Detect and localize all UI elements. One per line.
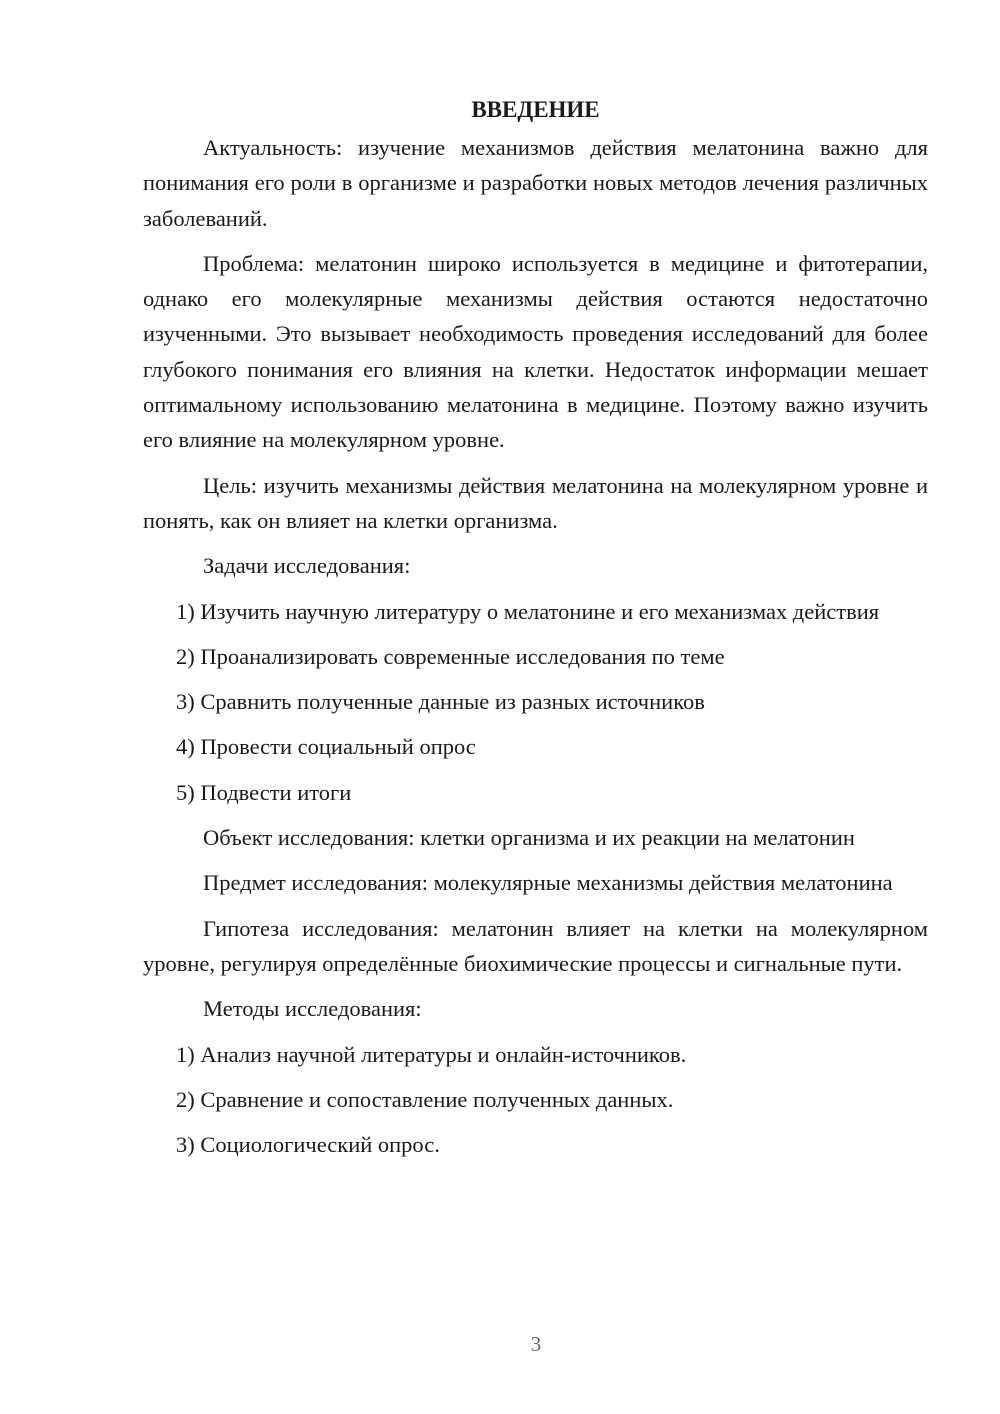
method-item-1: 1) Анализ научной литературы и онлайн-источников. (176, 1041, 687, 1067)
hypothesis-paragraph: Гипотеза исследования: мелатонин влияет на клетки на молекулярном уровне, регулируя определённые биохимические процессы и сигнальные пути. (143, 915, 928, 976)
methods-heading: Методы исследования: (203, 996, 422, 1022)
goal-paragraph: Цель: изучить механизмы действия мелатонина на молекулярном уровне и понять, как он влияет на клетки организма. (143, 472, 928, 533)
task-item-1: 1) Изучить научную литературу о мелатонине и его механизмах действия (176, 598, 880, 624)
task-item-4: 4) Провести социальный опрос (176, 734, 476, 760)
task-item-5: 5) Подвести итоги (176, 779, 352, 805)
method-item-2: 2) Сравнение и сопоставление полученных данных. (176, 1086, 674, 1112)
relevance-paragraph: Актуальность: изучение механизмов действия мелатонина важно для понимания его роли в организме и разработки новых методов лечения различных заболеваний. (143, 135, 928, 231)
task-item-3: 3) Сравнить полученные данные из разных источников (176, 689, 705, 715)
page-number: 3 (530, 1332, 542, 1356)
document-page (143, 92, 928, 1162)
subject-paragraph: Предмет исследования: молекулярные механизмы действия мелатонина (203, 870, 893, 896)
tasks-heading: Задачи исследования: (203, 553, 411, 579)
method-item-3: 3) Социологический опрос. (176, 1132, 440, 1158)
problem-paragraph: Проблема: мелатонин широко используется в медицине и фитотерапии, однако его молекулярные механизмы действия остаются недостаточно изученными. Это вызывает необходимость проведения исследований для более глубокого понимания его влияния на клетки. Недостаток информации мешает оптимальному использованию мелатонина в медицине. Поэтому важно изучить его влияние на молекулярном уровне. (143, 250, 928, 453)
object-paragraph: Объект исследования: клетки организма и их реакции на мелатонин (203, 825, 855, 851)
task-item-2: 2) Проанализировать современные исследования по теме (176, 643, 725, 669)
section-title: ВВЕДЕНИЕ (471, 97, 600, 122)
